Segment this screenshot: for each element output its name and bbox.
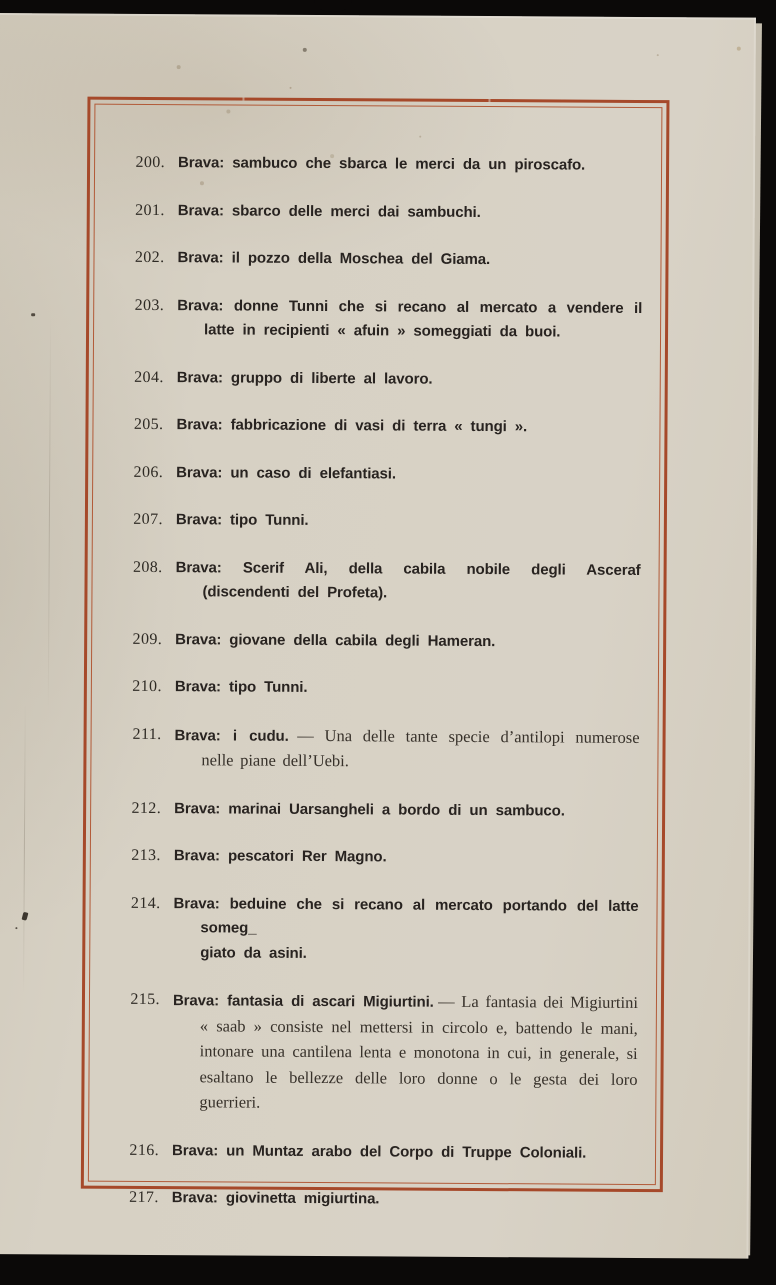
caption-segment-bold: Brava: giovane della cabila degli Hameran. — [175, 630, 496, 650]
item-number: 214. — [130, 894, 161, 912]
border-print-gap — [242, 98, 244, 101]
list-item — [89, 1138, 637, 1166]
caption-segment-bold: Brava: giovinetta migiurtina. — [171, 1189, 380, 1208]
page-sheet — [0, 13, 756, 1259]
caption-segment-bold: Brava: tipo Tunni. — [174, 678, 308, 696]
item-text — [174, 723, 639, 777]
caption-segment-roman: — La fantasia dei Migiurtini « saab » consiste nel mettersi in circolo e, battendo le mani, intonare una cantilena lenta e monotona in cui, in generale, si esaltano le bellezze delle loro donne o le gesta dei loro guerrieri. — [199, 991, 639, 1112]
caption-segment-bold: Brava: un caso di elefantiasi. — [176, 463, 396, 482]
caption-segment-bold: Brava: pescatori Rer Magno. — [173, 847, 387, 866]
item-text — [176, 413, 641, 440]
list-item — [95, 151, 643, 179]
item-text — [173, 892, 638, 968]
list-item — [92, 627, 640, 655]
item-number: 207. — [133, 510, 163, 529]
caption-segment-bold: Brava: il pozzo della Moschea del Giama. — [177, 249, 491, 269]
list-item — [89, 1186, 637, 1214]
caption-segment-bold: Brava: i cudu. — [174, 726, 289, 745]
item-text — [178, 151, 643, 178]
item-number: 208. — [132, 558, 163, 576]
item-number: 202. — [134, 248, 165, 267]
item-text — [177, 294, 642, 346]
caption-segment-bold: Brava: fantasia di ascari Migiurtini. — [172, 992, 434, 1011]
item-number: 211. — [132, 725, 162, 743]
item-text — [175, 556, 640, 608]
item-number: 212. — [131, 799, 162, 817]
caption-segment-bold: Brava: sambuco che sbarca le merci da un piroscafo. — [178, 154, 586, 174]
item-text — [172, 1139, 637, 1166]
caption-segment-bold: Brava: donne Tunni che si recano al mercato a vendere il latte in recipienti « afuin » someggiati da buoi. — [177, 296, 643, 341]
item-number: 200. — [135, 153, 166, 172]
item-text — [174, 844, 639, 871]
caption-segment-bold: Brava: tipo Tunni. — [175, 511, 309, 529]
item-number: 209. — [132, 630, 163, 648]
border-print-gap — [488, 99, 490, 102]
list-item — [95, 198, 643, 226]
list-item — [94, 293, 642, 345]
caption-segment-bold: Brava: marinai Uarsangheli a bordo di un sambuco. — [174, 799, 565, 820]
paper-crease — [23, 703, 26, 993]
item-number: 216. — [129, 1141, 160, 1159]
item-number: 215. — [130, 990, 161, 1009]
item-text — [177, 366, 642, 393]
item-number: 206. — [133, 463, 164, 481]
paper-crease — [48, 313, 51, 713]
item-text — [172, 1186, 637, 1213]
item-number: 203. — [134, 296, 165, 314]
caption-segment-bold: Brava: gruppo di liberte al lavoro. — [176, 368, 433, 388]
item-text — [172, 988, 638, 1118]
page-clip-shadow — [314, 0, 352, 12]
figure-caption-list — [89, 105, 662, 1208]
decorative-border-frame — [81, 97, 670, 1208]
list-item — [92, 555, 640, 607]
item-text — [177, 246, 642, 273]
caption-segment-roman: — Una delle tante specie d’antilopi numerose nelle piane dell’Uebi. — [201, 725, 640, 771]
caption-segment-bold: Brava: fabbricazione di vasi di terra « tungi ». — [176, 416, 528, 436]
item-number: 205. — [133, 415, 164, 434]
list-item — [91, 722, 639, 776]
list-item — [90, 891, 638, 968]
item-number: 213. — [131, 846, 161, 865]
paper-blemish — [31, 313, 35, 316]
item-number: 201. — [135, 201, 165, 219]
list-item — [94, 365, 642, 393]
list-item — [93, 508, 641, 536]
list-item — [92, 675, 640, 703]
item-text — [176, 461, 641, 488]
list-item — [89, 988, 638, 1119]
paper-blemish — [15, 927, 17, 929]
caption-segment-bold: Brava: Scerif Ali, della cabila nobile degli Asceraf (discendenti del Profeta). — [175, 558, 641, 602]
item-number: 204. — [134, 368, 164, 386]
caption-segment-bold: giato da asini. — [200, 943, 307, 962]
caption-segment-bold: Brava: beduine che si recano al mercato portando del latte someg_ — [173, 894, 639, 937]
paper-blemish — [22, 912, 29, 921]
list-item — [91, 844, 639, 872]
item-number: 210. — [132, 677, 162, 696]
list-item — [94, 246, 642, 274]
list-item — [93, 460, 641, 488]
list-item — [93, 413, 641, 441]
item-text — [178, 199, 643, 226]
item-text — [175, 675, 640, 702]
item-text — [176, 508, 641, 535]
item-number: 217. — [129, 1188, 159, 1207]
item-text — [174, 797, 639, 824]
caption-segment-bold: Brava: sbarco delle merci dai sambuchi. — [177, 201, 481, 221]
item-text — [175, 628, 640, 655]
list-item — [91, 796, 639, 824]
caption-segment-bold: Brava: un Muntaz arabo del Corpo di Truppe Coloniali. — [172, 1141, 587, 1162]
